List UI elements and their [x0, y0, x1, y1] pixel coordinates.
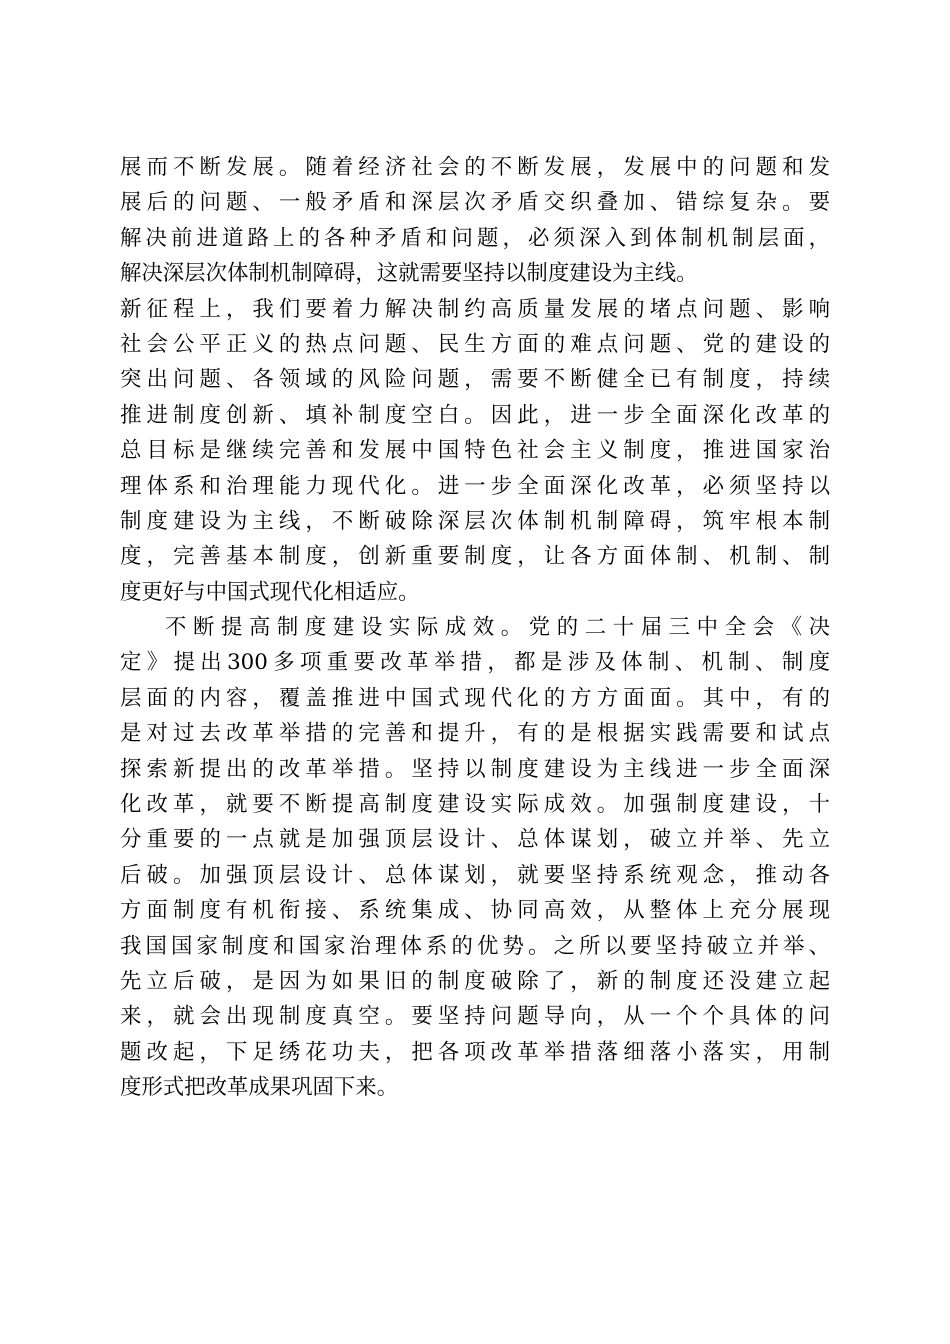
text-line: 展后的问题、一般矛盾和深层次矛盾交织叠加、错综复杂。要	[120, 190, 830, 216]
text-line: 度，完善基本制度，创新重要制度，让各方面体制、机制、制	[120, 544, 830, 570]
text-line: 社会公平正义的热点问题、民生方面的难点问题、党的建设的	[120, 331, 830, 357]
text-line: 层面的内容，覆盖推进中国式现代化的方方面面。其中，有的	[120, 685, 830, 711]
text-line: 度更好与中国式现代化相适应。	[120, 579, 420, 605]
text-line: 制度建设为主线，不断破除深层次体制机制障碍，筑牢根本制	[120, 508, 830, 534]
paragraph-1	[120, 150, 830, 610]
text-line: 解决深层次体制机制障碍，这就需要坚持以制度建设为主线。	[120, 261, 698, 287]
text-line: 方面制度有机衔接、系统集成、协同高效，从整体上充分展现	[120, 898, 830, 924]
text-line: 我国国家制度和国家治理体系的优势。之所以要坚持破立并举、	[120, 933, 830, 959]
text-line: 是对过去改革举措的完善和提升，有的是根据实践需要和试点	[120, 721, 830, 747]
text-line: 推进制度创新、填补制度空白。因此，进一步全面深化改革的	[120, 402, 830, 428]
text-line: 不断提高制度建设实际成效。党的二十届三中全会《决	[165, 615, 830, 641]
body-text	[120, 150, 830, 1106]
text-line: 展而不断发展。随着经济社会的不断发展，发展中的问题和发	[120, 155, 830, 180]
text-line: 总目标是继续完善和发展中国特色社会主义制度，推进国家治	[120, 438, 830, 464]
text-line: 解决前进道路上的各种矛盾和问题，必须深入到体制机制层面，	[120, 225, 830, 251]
paragraph-2	[120, 610, 830, 1105]
text-line: 探索新提出的改革举措。坚持以制度建设为主线进一步全面深	[120, 756, 830, 782]
text-line: 定》提出300多项重要改革举措，都是涉及体制、机制、制度	[120, 650, 830, 676]
text-line: 分重要的一点就是加强顶层设计、总体谋划，破立并举、先立	[120, 827, 830, 853]
text-line: 突出问题、各领域的风险问题，需要不断健全已有制度，持续	[120, 367, 830, 393]
text-line: 题改起，下足绣花功夫，把各项改革举措落细落小落实，用制	[120, 1039, 830, 1065]
text-line: 理体系和治理能力现代化。进一步全面深化改革，必须坚持以	[120, 473, 830, 499]
text-line: 度形式把改革成果巩固下来。	[120, 1075, 399, 1101]
text-line: 化改革，就要不断提高制度建设实际成效。加强制度建设，十	[120, 792, 830, 818]
text-line: 后破。加强顶层设计、总体谋划，就要坚持系统观念，推动各	[120, 862, 830, 888]
text-line: 新征程上，我们要着力解决制约高质量发展的堵点问题、影响	[120, 296, 830, 322]
text-line: 先立后破，是因为如果旧的制度破除了，新的制度还没建立起	[120, 968, 830, 994]
text-line: 来，就会出现制度真空。要坚持问题导向，从一个个具体的问	[120, 1004, 830, 1030]
